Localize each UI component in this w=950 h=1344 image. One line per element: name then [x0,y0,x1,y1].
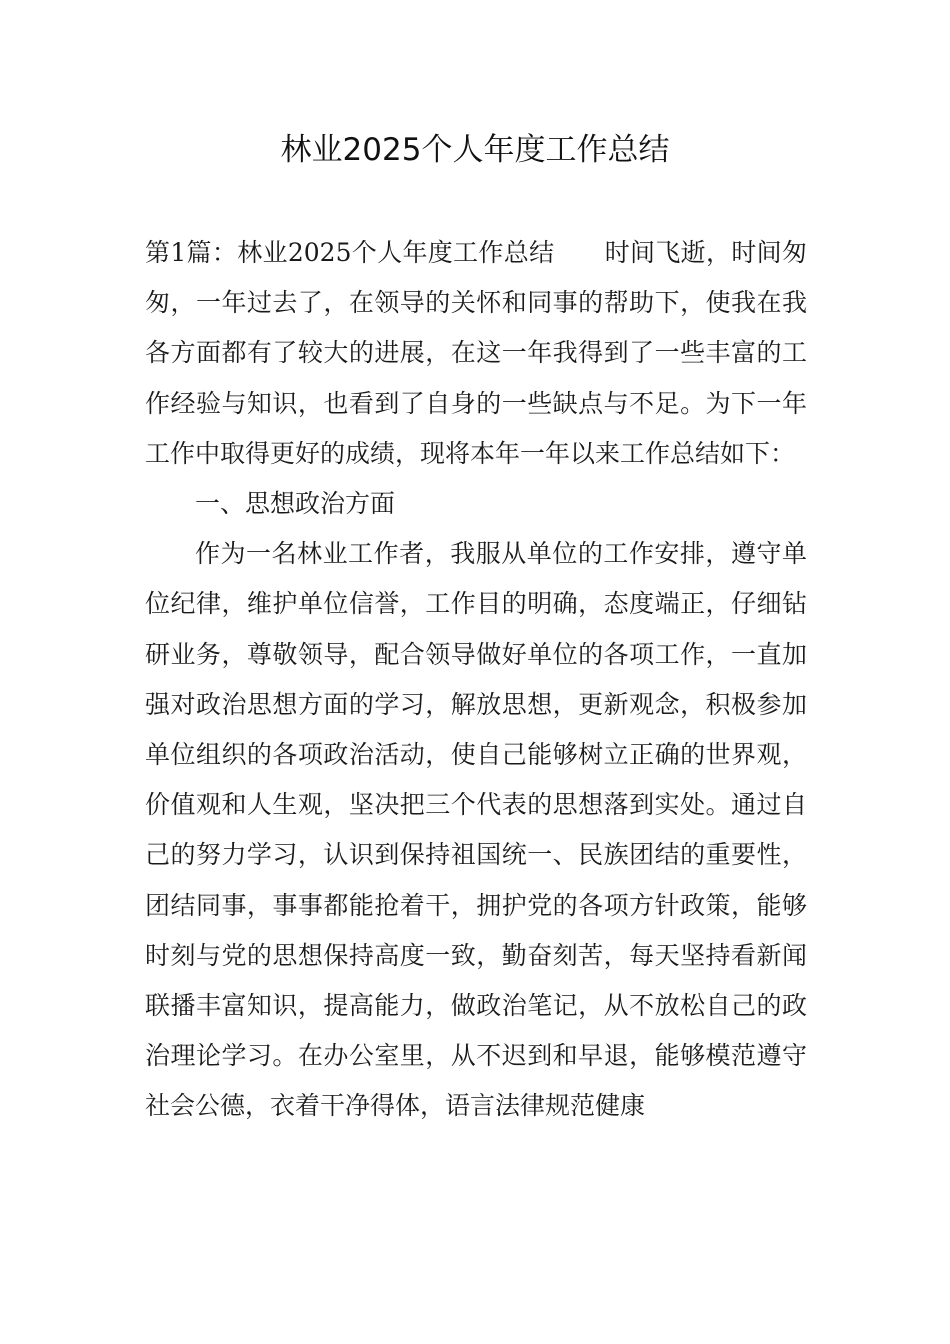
intro-heading: 第1篇：林业2025个人年度工作总结 [145,238,555,267]
section-1-paragraph: 作为一名林业工作者，我服从单位的工作安排，遵守单位纪律，维护单位信誉，工作目的明确，态度端正，仔细钻研业务，尊敬领导，配合领导做好单位的各项工作，一直加强对政治思想方面的学习，解放思想，更新观念，积极参加单位组织的各项政治活动，使自己能够树立正确的世界观，价值观和人生观，坚决把三个代表的思想落到实处。通过自己的努力学习，认识到保持祖国统一、民族团结的重要性，团结同事，事事都能抢着干，拥护党的各项方针政策，能够时刻与党的思想保持高度一致，勤奋刻苦，每天坚持看新闻联播丰富知识，提高能力，做政治笔记，从不放松自己的政治理论学习。在办公室里，从不迟到和早退，能够模范遵守社会公德，衣着干净得体，语言法律规范健康 [145,539,807,1121]
intro-text: 时间飞逝，时间匆匆，一年过去了，在领导的关怀和同事的帮助下，使我在我各方面都有了较大的进展，在这一年我得到了一些丰富的工作经验与知识，也看到了自身的一些缺点与不足。为下一年工作中取得更好的成绩，现将本年一年以来工作总结如下： [145,238,807,468]
document-body [145,228,807,1132]
intro-paragraph [145,228,807,479]
section-1-heading: 一、思想政治方面 [195,489,396,519]
document-title: 林业2025个人年度工作总结 [280,132,670,168]
